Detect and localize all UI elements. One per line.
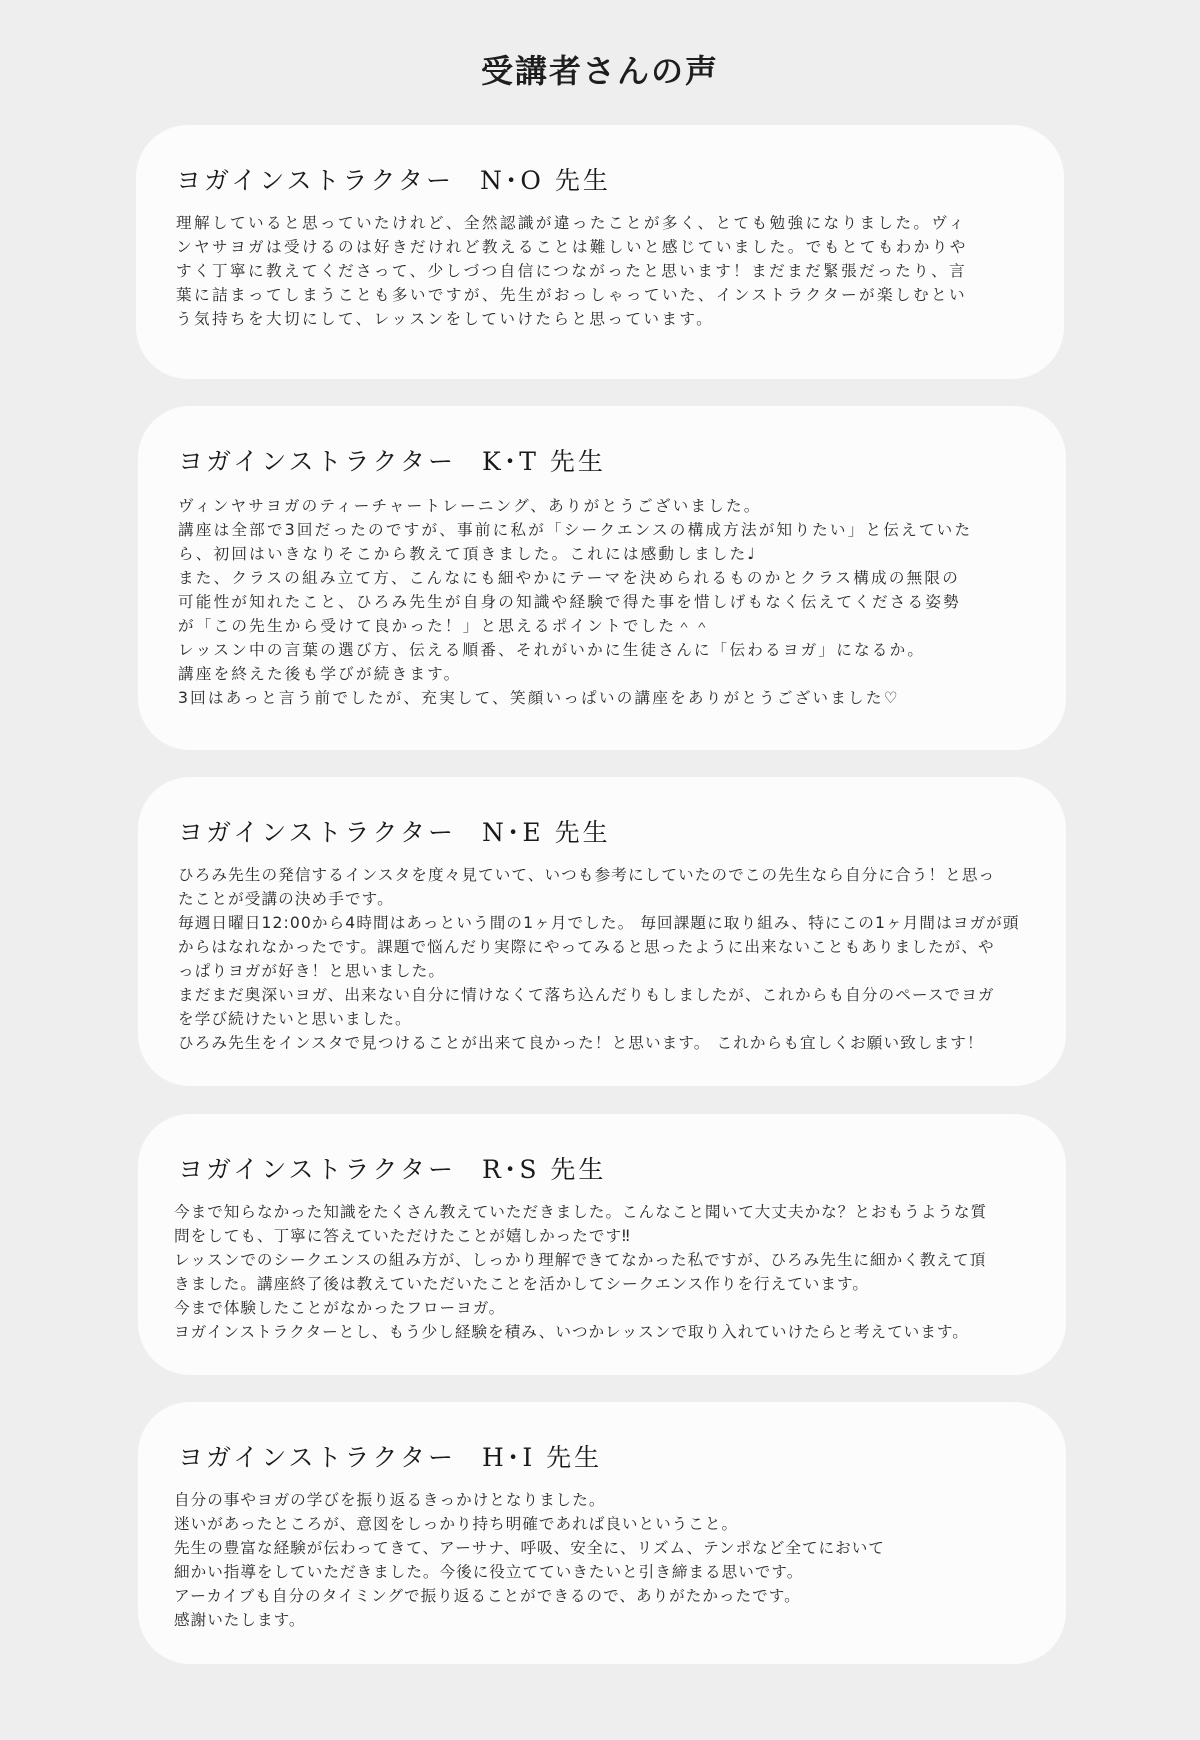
testimonial-line: きました。講座終了後は教えていただいたことを活かしてシークエンス作りを行えています。 [174,1275,869,1293]
testimonial-line: 感謝いたします。 [174,1611,306,1629]
testimonial-heading [176,161,611,197]
testimonial-line: 先生の豊富な経験が伝わってきて、アーサナ、呼吸、安全に、リズム、テンポなど全てにおいて [174,1539,885,1557]
testimonial-line: 毎週日曜日12:00から4時間はあっという間の1ヶ月でした。 毎回課題に取り組み、特にこの1ヶ月間はヨガが頭 [178,914,1020,932]
testimonial-line: 今まで知らなかった知識をたくさん教えていただきました。こんなこと聞いて大丈夫かな？とおもうような質 [174,1203,988,1221]
testimonial-line: たことが受講の決め手です。 [178,890,394,908]
testimonial-card [138,1402,1066,1664]
testimonial-line: を学び続けたいと思いました。 [178,1010,412,1028]
testimonial-card [138,777,1066,1086]
testimonial-name: R･S 先生 [482,1155,607,1184]
testimonial-line: レッスン中の言葉の選び方、伝える順番、それがいかに生徒さんに「伝わるヨガ」になるか。 [178,641,926,659]
testimonial-name: H･I 先生 [482,1443,603,1472]
testimonial-line: ひろみ先生の発信するインスタを度々見ていて、いつも参考にしていたのでこの先生なら自分に合う！と思っ [178,866,996,884]
testimonial-role: ヨガインストラクター [178,1443,457,1472]
testimonial-line: 細かい指導をしていただきました。今後に役立てていきたいと引き締まる思いです。 [174,1563,804,1581]
testimonial-heading [178,1150,606,1186]
testimonial-body [178,494,1030,710]
testimonial-line: レッスンでのシークエンスの組み方が、しっかり理解できてなかった私ですが、ひろみ先生に細かく教えて頂 [174,1251,987,1269]
testimonial-line: っぱりヨガが好き！と思いました。 [178,962,446,980]
testimonial-body [174,1200,1030,1344]
testimonial-line: 今まで体験したことがなかったフローヨガ。 [174,1299,506,1317]
testimonial-line: からはなれなかったです。課題で悩んだり実際にやってみると思ったように出来ないこともありましたが、や [178,938,995,956]
testimonial-line: 迷いがあったところが、意図をしっかり持ち明確であれば良いということ。 [174,1515,739,1533]
page-title: 受講者さんの声 [480,52,719,90]
testimonial-card [138,1114,1066,1375]
testimonial-line: 講座は全部で3回だったのですが、事前に私が「シークエンスの構成方法が知りたい」と伝えていた [178,521,973,539]
testimonial-line: 理解していると思っていたけれど、全然認識が違ったことが多く、とても勉強になりました。ヴィ [176,214,967,232]
testimonial-line: ンヤサヨガは受けるのは好きだけれど教えることは難しいと感じていました。でもとてもわかりや [176,238,968,256]
testimonial-line: 講座を終えた後も学びが続きます。 [178,665,462,683]
testimonial-line: ヨガインストラクターとし、もう少し経験を積み、いつかレッスンで取り入れていけたらと考えています。 [174,1323,969,1341]
testimonial-heading [178,1438,602,1474]
testimonial-body [178,863,1030,1055]
testimonial-heading [178,442,606,478]
testimonial-card [136,125,1064,379]
testimonial-name: K･T 先生 [482,447,606,476]
testimonial-body [174,1488,1030,1632]
testimonial-line: ヴィンヤサヨガのティーチャートレーニング、ありがとうございました。 [178,497,762,515]
testimonial-line: 3回はあっと言う前でしたが、充実して、笑顔いっぱいの講座をありがとうございました♡ [178,689,900,707]
testimonial-line: ひろみ先生をインスタで見つけることが出来て良かった！と思います。 これからも宜しくお願い致します！ [178,1034,984,1052]
testimonial-body [176,211,1028,331]
testimonial-line: また、クラスの組み立て方、こんなにも細やかにテーマを決められるものかとクラス構成の無限の [178,569,960,587]
testimonial-line: 葉に詰まってしまうことも多いですが、先生がおっしゃっていた、インストラクターが楽しむとい [176,286,967,304]
testimonial-name: N･O 先生 [480,166,611,195]
testimonial-role: ヨガインストラクター [176,166,455,195]
testimonial-line: アーカイブも自分のタイミングで振り返ることができるので、ありがたかったです。 [174,1587,801,1605]
testimonial-heading [178,813,611,849]
testimonial-role: ヨガインストラクター [178,447,457,476]
testimonial-name: N･E 先生 [482,818,611,847]
testimonial-line: 可能性が知れたこと、ひろみ先生が自身の知識や経験で得た事を惜しげもなく伝えてくださる姿勢 [178,593,961,611]
testimonial-line: 問をしても、丁寧に答えていただけたことが嬉しかったです‼ [174,1227,631,1245]
testimonial-line: ら、初回はいきなりそこから教えて頂きました。これには感動しました♩ [178,545,757,563]
testimonial-line: まだまだ奥深いヨガ、出来ない自分に情けなくて落ち込んだりもしましたが、これからも自分のペースでヨガ [178,986,995,1004]
testimonial-line: 自分の事やヨガの学びを振り返るきっかけとなりました。 [174,1491,606,1509]
testimonial-line: すく丁寧に教えてくださって、少しづつ自信につながったと思います！まだまだ緊張だったり、言 [176,262,968,280]
testimonial-line: う気持ちを大切にして、レッスンをしていけたらと思っています。 [176,310,715,328]
testimonial-role: ヨガインストラクター [178,1155,457,1184]
testimonial-role: ヨガインストラクター [178,818,457,847]
testimonial-card [138,406,1066,750]
testimonial-line: が「この先生から受けて良かった！」と思えるポイントでした＾＾ [178,617,712,635]
